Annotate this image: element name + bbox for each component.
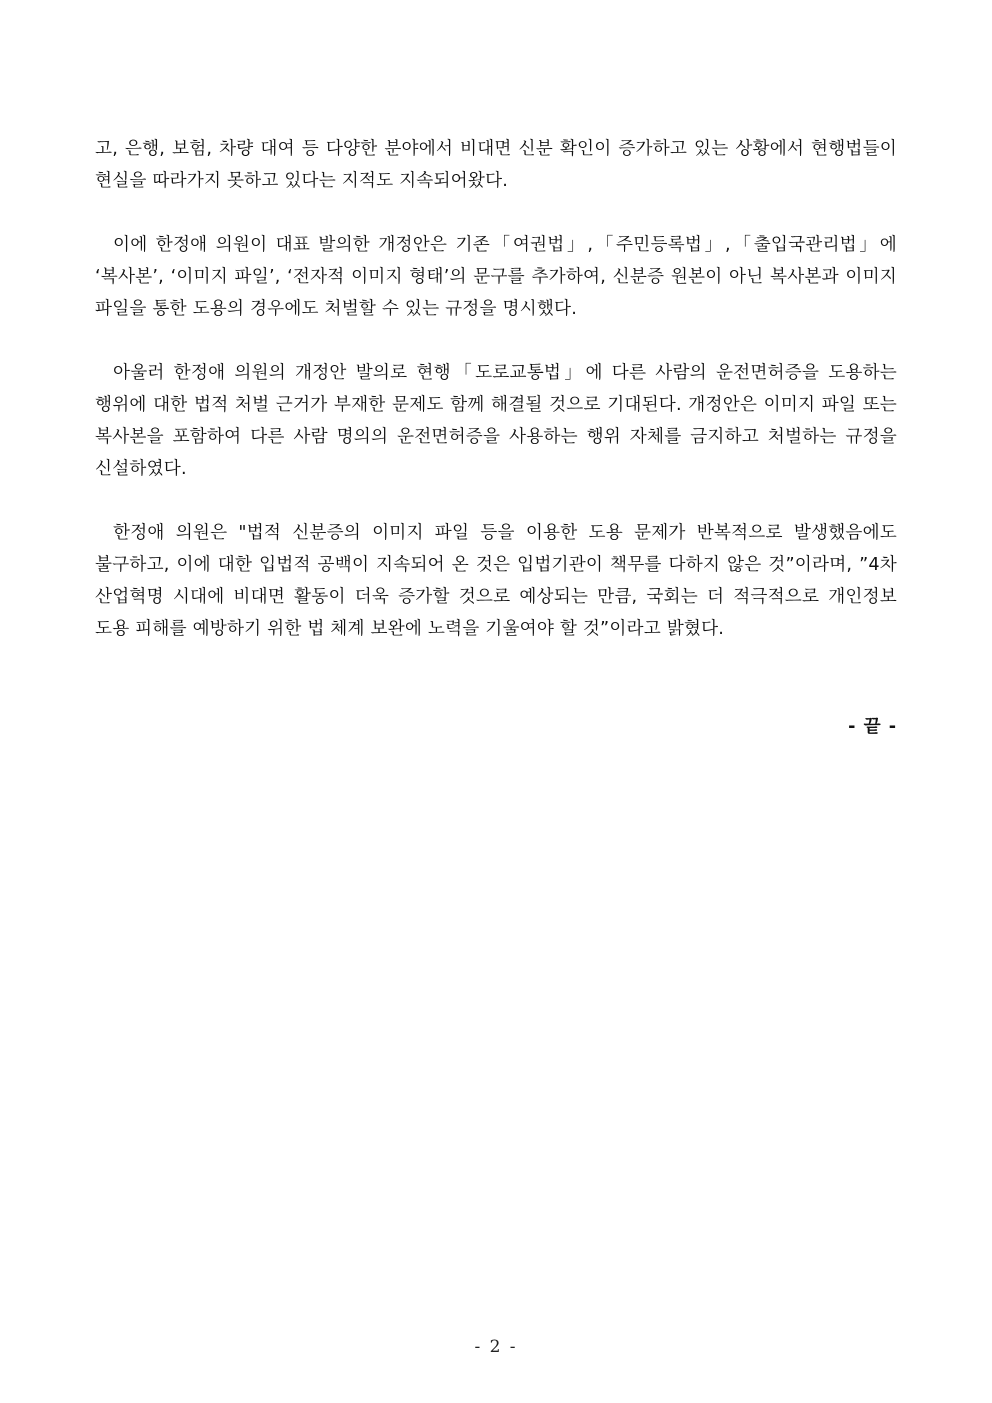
paragraph-continuation: 고, 은행, 보험, 차량 대여 등 다양한 분야에서 비대면 신분 확인이 증가하고 있는 상황에서 현행법들이 현실을 따라가지 못하고 있다는 지적도 지속되어왔다.	[95, 139, 897, 191]
page-number: - 2 -	[474, 1337, 518, 1357]
paragraph-lawmaker-quote: 한정애 의원은 "법적 신분증의 이미지 파일 등을 이용한 도용 문제가 반복적으로 발생했음에도 불구하고, 이에 대한 입법적 공백이 지속되어 온 것은 입법기관이 책무를 다하지 않은 것”이라며, ”4차 산업혁명 시대에 비대면 활동이 더욱 증가할 것으로 예상되는 만큼, 국회는 더 적극적으로 개인정보 도용 피해를 예방하기 위한 법 체계 보완에 노력을 기울여야 할 것”이라고 밝혔다.	[95, 523, 897, 639]
end-mark: - 끝 -	[848, 717, 897, 737]
paragraph-amendment-bill: 이에 한정애 의원이 대표 발의한 개정안은 기존「여권법」,「주민등록법」,「출입국관리법」에 ‘복사본’, ‘이미지 파일’, ‘전자적 이미지 형태’의 문구를 추가하여, 신분증 원본이 아닌 복사본과 이미지 파일을 통한 도용의 경우에도 처벌할 수 있는 규정을 명시했다.	[95, 235, 897, 319]
paragraph-road-traffic-act: 아울러 한정애 의원의 개정안 발의로 현행「도로교통법」에 다른 사람의 운전면허증을 도용하는 행위에 대한 법적 처벌 근거가 부재한 문제도 함께 해결될 것으로 기대된다. 개정안은 이미지 파일 또는 복사본을 포함하여 다른 사람 명의의 운전면허증을 사용하는 행위 자체를 금지하고 처벌하는 규정을 신설하였다.	[95, 363, 897, 479]
document-body	[95, 133, 897, 677]
